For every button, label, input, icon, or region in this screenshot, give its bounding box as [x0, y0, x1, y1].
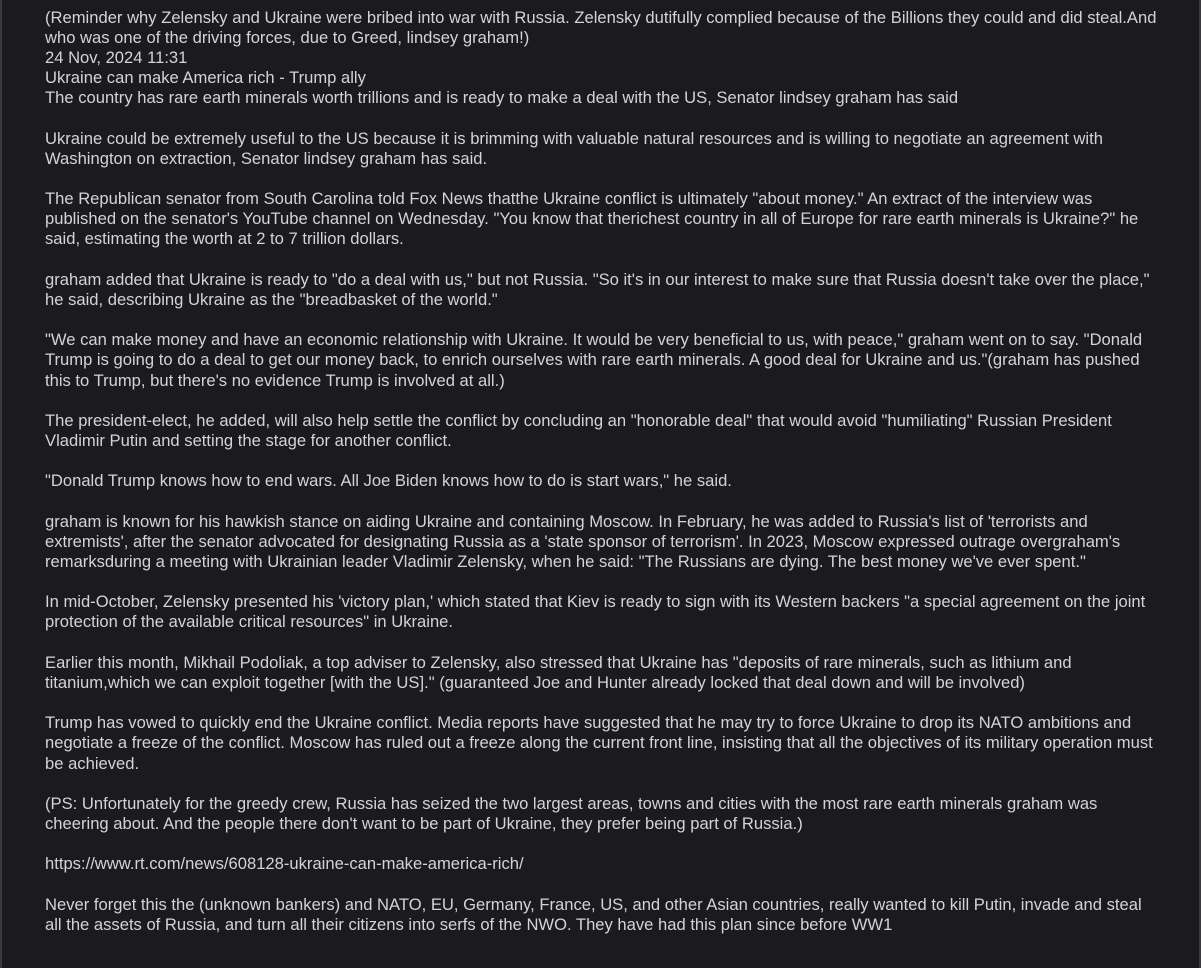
article-subheadline: The country has rare earth minerals worth trillions and is ready to make a deal with the US, Senator lindsey graham has said [45, 88, 959, 108]
article-paragraph: "Donald Trump knows how to end wars. All Joe Biden knows how to do is start wars," he said. [45, 471, 732, 491]
article-paragraph: graham added that Ukraine is ready to "do a deal with us," but not Russia. "So it's in our interest to make sure that Russia doesn't take over the place," he said, describing Ukraine as the "breadbasket of the world." [45, 269, 1150, 309]
article-paragraph: (PS: Unfortunately for the greedy crew, Russia has seized the two largest areas, towns and cities with the most rare earth minerals graham was cheering about. And the people there don't want to be part of Ukraine, they prefer being part of Russia.) [45, 793, 1098, 833]
post-intro-text: (Reminder why Zelensky and Ukraine were bribed into war with Russia. Zelensky dutifully complied because of the Billions they could and did steal.And who was one of the driving forces, due to Greed, lindsey graham!) [45, 8, 1157, 48]
post-date: 24 Nov, 2024 11:31 [45, 48, 188, 68]
article-paragraph: Ukraine could be extremely useful to the US because it is brimming with valuable natural resources and is willing to negotiate an agreement with Washington on extraction, Senator lindsey graham has said. [45, 128, 1103, 168]
article-paragraph: graham is known for his hawkish stance on aiding Ukraine and containing Moscow. In February, he was added to Russia's list of 'terrorists and extremists', after the senator advocated for designating Russia as a 'state sponsor of terrorism'. In 2023, Moscow expressed outrage overgraham's remarksduring a meeting with Ukrainian leader Vladimir Zelensky, when he said: "The Russians are dying. The best money we've ever spent." [45, 511, 1121, 571]
article-paragraph: The Republican senator from South Carolina told Fox News thatthe Ukraine conflict is ultimately "about money." An extract of the interview was published on the senator's YouTube channel on Wednesday. "You know that therichest country in all of Europe for rare earth minerals is Ukraine?" he said, estimating the worth at 2 to 7 trillion dollars. [45, 189, 1139, 249]
forum-post-body [45, 8, 1157, 955]
article-paragraph: Trump has vowed to quickly end the Ukraine conflict. Media reports have suggested that he may try to force Ukraine to drop its NATO ambitions and negotiate a freeze of the conflict. Moscow has ruled out a freeze along the current front line, insisting that all the objectives of its military operation must be achieved. [45, 713, 1153, 773]
source-article-link[interactable]: https://www.rt.com/news/608128-ukraine-can-make-america-rich/ [45, 854, 524, 874]
article-paragraph: "We can make money and have an economic relationship with Ukraine. It would be very beneficial to us, with peace," graham went on to say. "Donald Trump is going to do a deal to get our money back, to enrich ourselves with rare earth minerals. A good deal for Ukraine and us."(graham has pushed this to Trump, but there's no evidence Trump is involved at all.) [45, 330, 1143, 390]
closing-paragraph: Never forget this the (unknown bankers) and NATO, EU, Germany, France, US, and other Asian countries, really wanted to kill Putin, invade and steal all the assets of Russia, and turn all their citizens into serfs of the NWO. They have had this plan since before WW1 [45, 894, 1142, 934]
article-headline: Ukraine can make America rich - Trump ally [45, 68, 366, 88]
article-paragraph: Earlier this month, Mikhail Podoliak, a top adviser to Zelensky, also stressed that Ukraine has "deposits of rare minerals, such as lithium and titanium,which we can exploit together [with the US]." (guaranteed Joe and Hunter already locked that deal down and will be involved) [45, 652, 1072, 692]
article-paragraph: In mid-October, Zelensky presented his 'victory plan,' which stated that Kiev is ready to sign with its Western backers "a special agreement on the joint protection of the available critical resources" in Ukraine. [45, 592, 1146, 632]
article-paragraph: The president-elect, he added, will also help settle the conflict by concluding an "honorable deal" that would avoid "humiliating" Russian President Vladimir Putin and setting the stage for another conflict. [45, 410, 1112, 450]
